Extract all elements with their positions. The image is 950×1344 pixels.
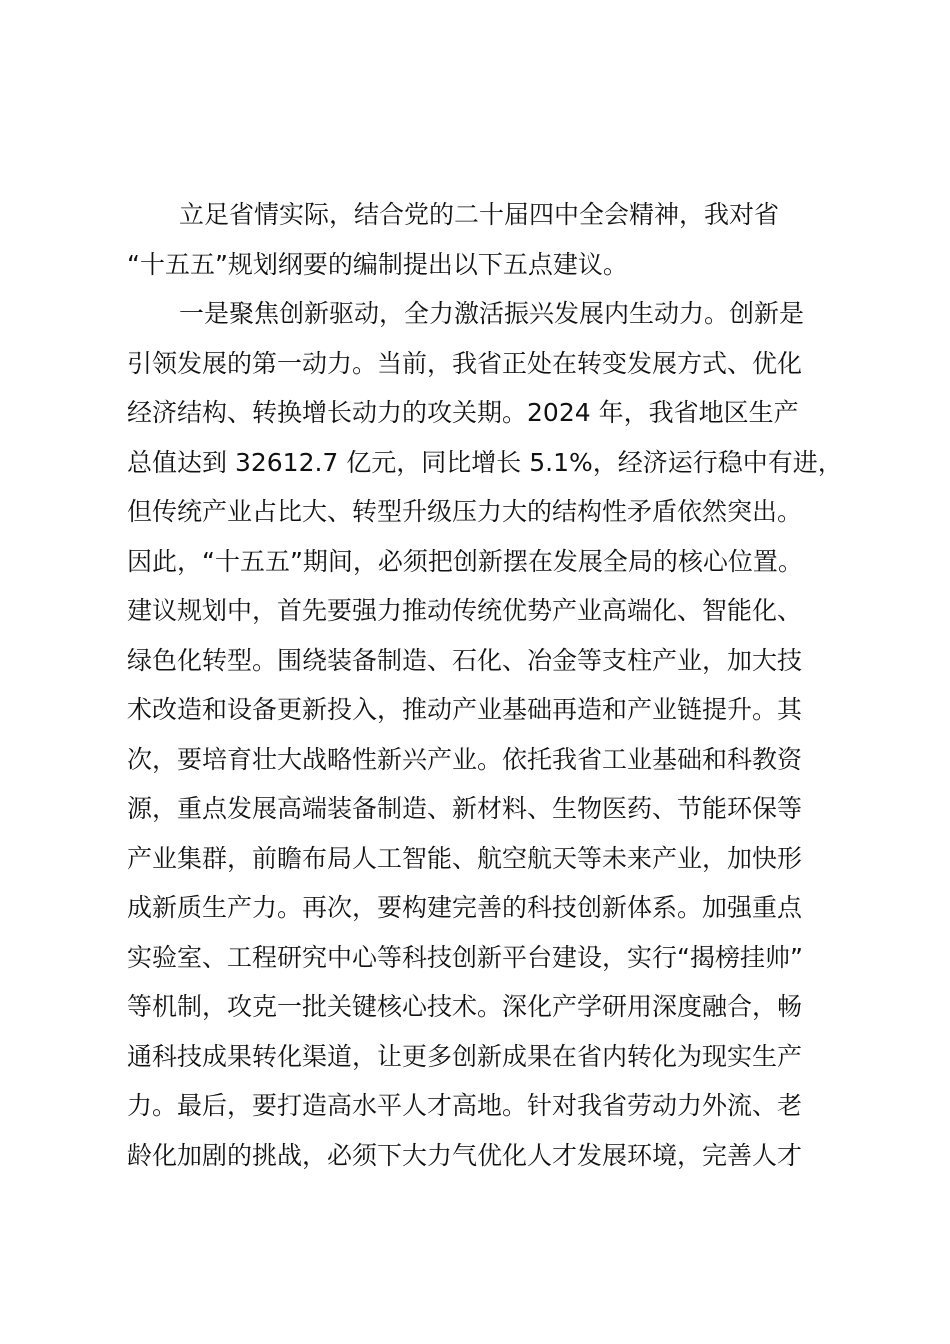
paragraph-line: 因此，“十五五”期间，必须把创新摆在发展全局的核心位置。 [127, 546, 803, 576]
paragraph-line: 立足省情实际，结合党的二十届四中全会精神，我对省 [179, 200, 780, 229]
paragraph-line: 等机制，攻克一批关键核心技术。深化产学研用深度融合，畅 [127, 992, 803, 1021]
paragraph-line: 总值达到 32612.7 亿元，同比增长 5.1%，经济运行稳中有进， [127, 447, 843, 477]
paragraph-line: “十五五”规划纲要的编制提出以下五点建议。 [127, 249, 628, 279]
paragraph-line: 龄化加剧的挑战，必须下大力气优化人才发展环境，完善人才 [127, 1140, 803, 1170]
paragraph-line: 建议规划中，首先要强力推动传统优势产业高端化、智能化、 [127, 596, 803, 625]
paragraph-line: 引领发展的第一动力。当前，我省正处在转变发展方式、优化 [127, 348, 803, 378]
paragraph-line: 产业集群，前瞻布局人工智能、航空航天等未来产业，加快形 [127, 843, 803, 873]
paragraph-line: 次，要培育壮大战略性新兴产业。依托我省工业基础和科教资 [127, 744, 803, 774]
paragraph-line: 源，重点发展高端装备制造、新材料、生物医药、节能环保等 [127, 794, 803, 823]
paragraph-line: 但传统产业占比大、转型升级压力大的结构性矛盾依然突出。 [127, 497, 803, 526]
paragraph-line: 通科技成果转化渠道，让更多创新成果在省内转化为现实生产 [127, 1041, 803, 1071]
paragraph-line: 绿色化转型。围绕装备制造、石化、冶金等支柱产业，加大技 [127, 645, 803, 675]
paragraph-line: 力。最后，要打造高水平人才高地。针对我省劳动力外流、老 [127, 1091, 803, 1120]
paragraph-line: 经济结构、转换增长动力的攻关期。2024 年，我省地区生产 [127, 398, 799, 427]
document-body [127, 190, 843, 1180]
paragraph-line: 实验室、工程研究中心等科技创新平台建设，实行“揭榜挂帅” [127, 942, 803, 972]
paragraph-line: 术改造和设备更新投入，推动产业基础再造和产业链提升。其 [127, 695, 803, 724]
paragraph-line: 成新质生产力。再次，要构建完善的科技创新体系。加强重点 [127, 893, 803, 922]
paragraph-line: 一是聚焦创新驱动，全力激活振兴发展内生动力。创新是 [179, 299, 805, 328]
